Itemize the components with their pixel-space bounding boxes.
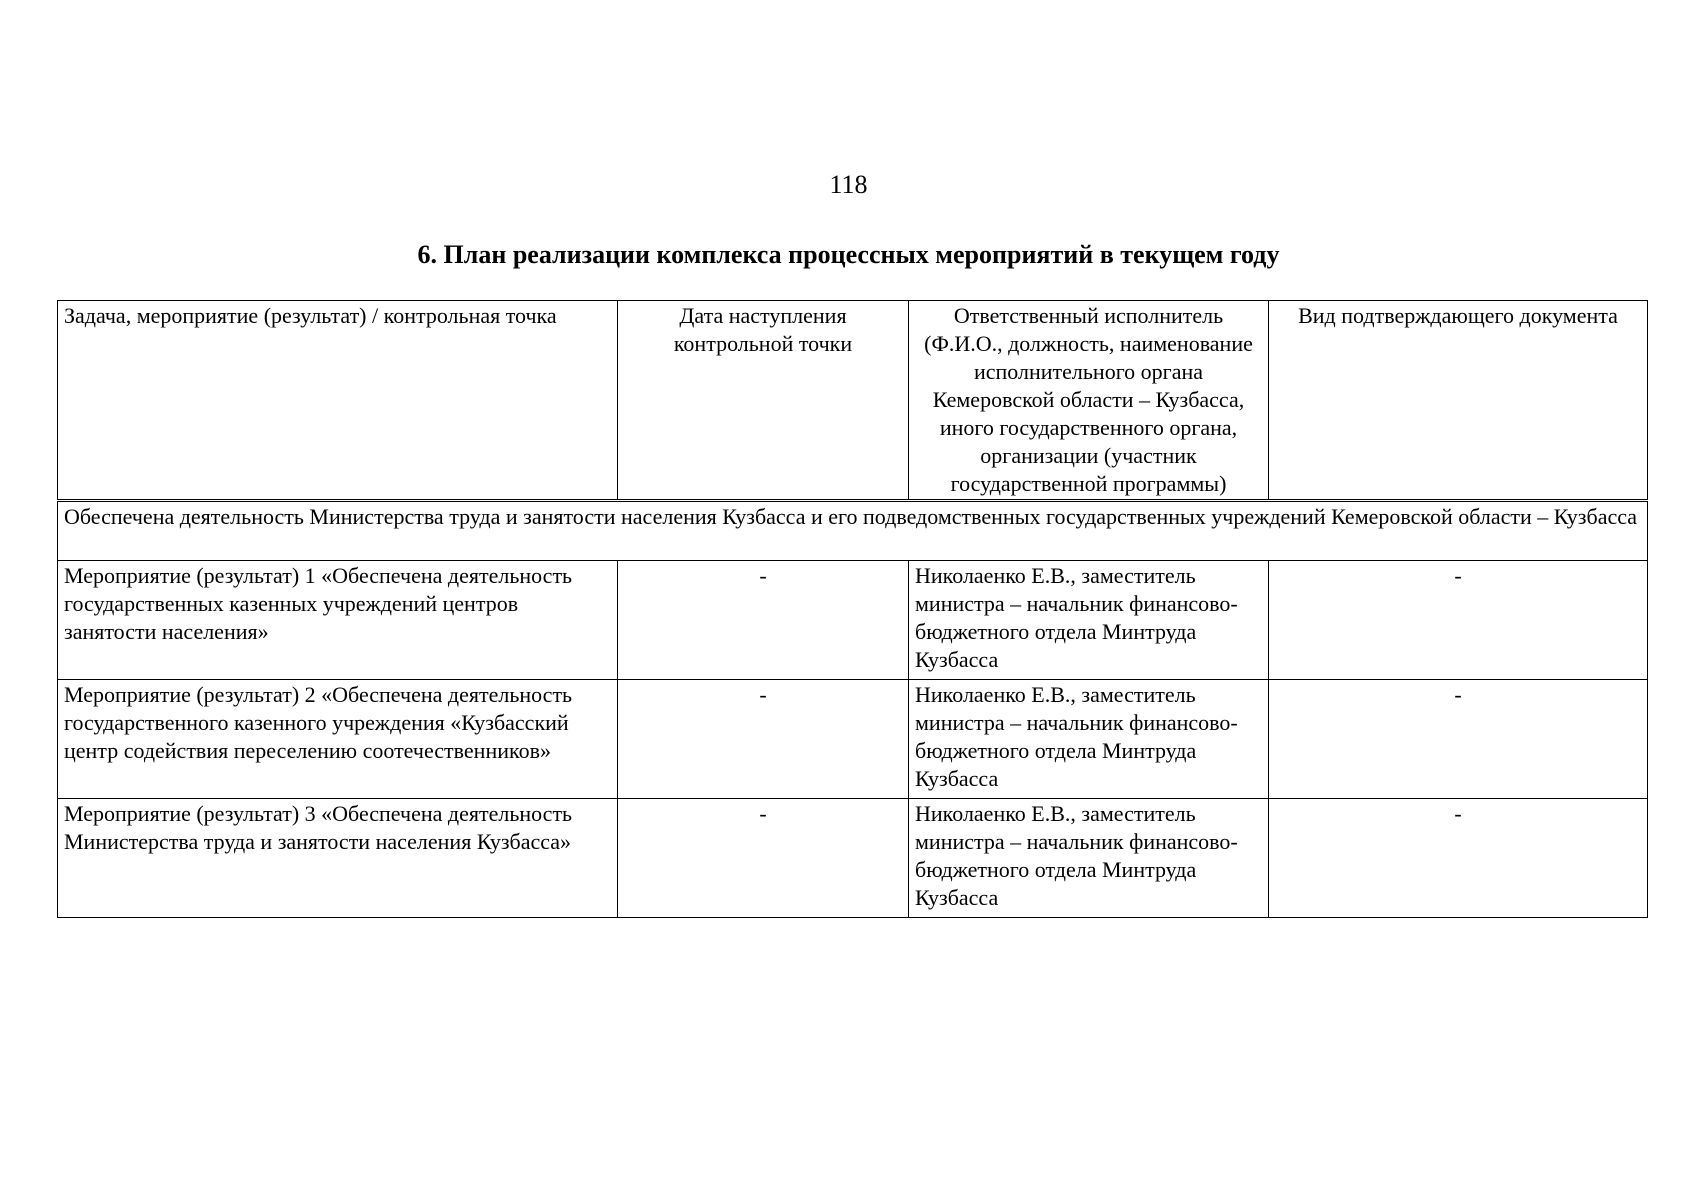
group-task: Обеспечена деятельность Министерства труда и занятости населения Кузбасса и его подведомственных государственных учреждений Кемеровской области – Кузбасса [58,501,1648,561]
section-title: 6. План реализации комплекса процессных мероприятий в текущем году [417,240,1280,269]
header-date: Дата наступления контрольной точки [618,301,909,501]
table-row [58,561,1648,680]
row-task: Мероприятие (результат) 3 «Обеспечена деятельность Министерства труда и занятости населения Кузбасса» [58,799,618,918]
row-document: - [1269,799,1648,918]
table-header-row [58,301,1648,501]
header-task: Задача, мероприятие (результат) / контрольная точка [58,301,618,501]
row-responsible: Николаенко Е.В., заместитель министра – начальник финансово-бюджетного отдела Минтруда Кузбасса [909,799,1269,918]
row-document: - [1269,680,1648,799]
row-document: - [1269,561,1648,680]
row-date: - [618,561,909,680]
row-responsible: Николаенко Е.В., заместитель министра – начальник финансово-бюджетного отдела Минтруда Кузбасса [909,680,1269,799]
row-task: Мероприятие (результат) 1 «Обеспечена деятельность государственных казенных учреждений центров занятости населения» [58,561,618,680]
row-date: - [618,799,909,918]
plan-table [57,300,1648,918]
row-task: Мероприятие (результат) 2 «Обеспечена деятельность государственного казенного учреждения «Кузбасский центр содействия переселению соотечественников» [58,680,618,799]
table-row [58,799,1648,918]
page-number: 118 [829,170,868,199]
row-responsible: Николаенко Е.В., заместитель министра – начальник финансово-бюджетного отдела Минтруда Кузбасса [909,561,1269,680]
table-row [58,680,1648,799]
table-group-row [58,501,1648,561]
header-responsible: Ответственный исполнитель (Ф.И.О., должность, наименование исполнительного органа Кемеровской области – Кузбасса, иного государственного органа, организации (участник государственной программы) [909,301,1269,501]
header-document: Вид подтверждающего документа [1269,301,1648,501]
row-date: - [618,680,909,799]
